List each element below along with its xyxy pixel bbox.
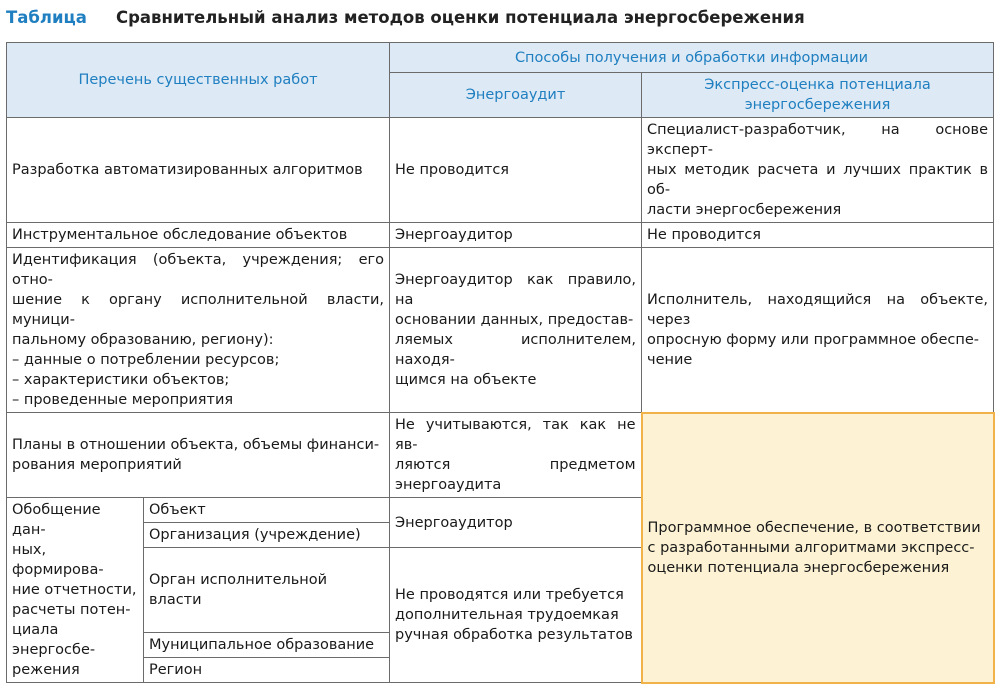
comparison-table: [6, 42, 995, 684]
table-row: [7, 248, 994, 413]
audit-cell: Не учитываются, так как не яв- ляются предметом энергоаудита: [390, 413, 642, 498]
table-row: [7, 118, 994, 223]
header-express: Экспресс-оценка потенциала энергосбережения: [642, 73, 994, 118]
express-cell: Специалист-разработчик, на основе эксперт- ных методик расчета и лучших практик в об- ласти энергосбережения: [642, 118, 994, 223]
header-audit: Энергоаудит: [390, 73, 642, 118]
work-cell: Планы в отношении объекта, объемы финанси- рования мероприятий: [7, 413, 390, 498]
audit-cell: Энергоаудитор как правило, на основании данных, предостав- ляемых исполнителем, находя- щимся на объекте: [390, 248, 642, 413]
header-works: Перечень существенных работ: [7, 43, 390, 118]
audit-cell: Не проводится: [390, 118, 642, 223]
level-cell: Орган исполнительной власти: [144, 548, 390, 633]
caption-title: Сравнительный анализ методов оценки потенциала энергосбережения: [116, 7, 805, 27]
work-cell: Инструментальное обследование объектов: [7, 223, 390, 248]
express-cell: Исполнитель, находящийся на объекте, через опросную форму или программное обеспе- чение: [642, 248, 994, 413]
table-row: [7, 413, 994, 498]
level-cell: Объект: [144, 498, 390, 523]
header-methods: Способы получения и обработки информации: [390, 43, 994, 73]
audit-cell: Энергоаудитор: [390, 498, 642, 548]
audit-cell: Не проводятся или требуется дополнительная трудоемкая ручная обработка результатов: [390, 548, 642, 683]
audit-cell: Энергоаудитор: [390, 223, 642, 248]
table-caption: [6, 5, 805, 29]
work-cell: Идентификация (объекта, учреждения; его отно- шение к органу исполнительной власти, муници- пальному образованию, региону): – данные о потреблении ресурсов; – характеристики объектов; – проведенные мероприятия: [7, 248, 390, 413]
level-cell: Организация (учреждение): [144, 523, 390, 548]
level-cell: Регион: [144, 658, 390, 683]
express-software-cell: Программное обеспечение, в соответствии с разработанными алгоритмами экспресс- оценки потенциала энергосбережения: [642, 413, 994, 683]
level-cell: Муниципальное образование: [144, 633, 390, 658]
table-row: [7, 223, 994, 248]
caption-label: Таблица: [6, 7, 87, 27]
header-row-1: [7, 43, 994, 73]
express-cell: Не проводится: [642, 223, 994, 248]
work-cell: Разработка автоматизированных алгоритмов: [7, 118, 390, 223]
reporting-label-cell: Обобщение дан- ных, формирова- ние отчетности, расчеты потен- циала энергосбе- режения: [7, 498, 144, 683]
